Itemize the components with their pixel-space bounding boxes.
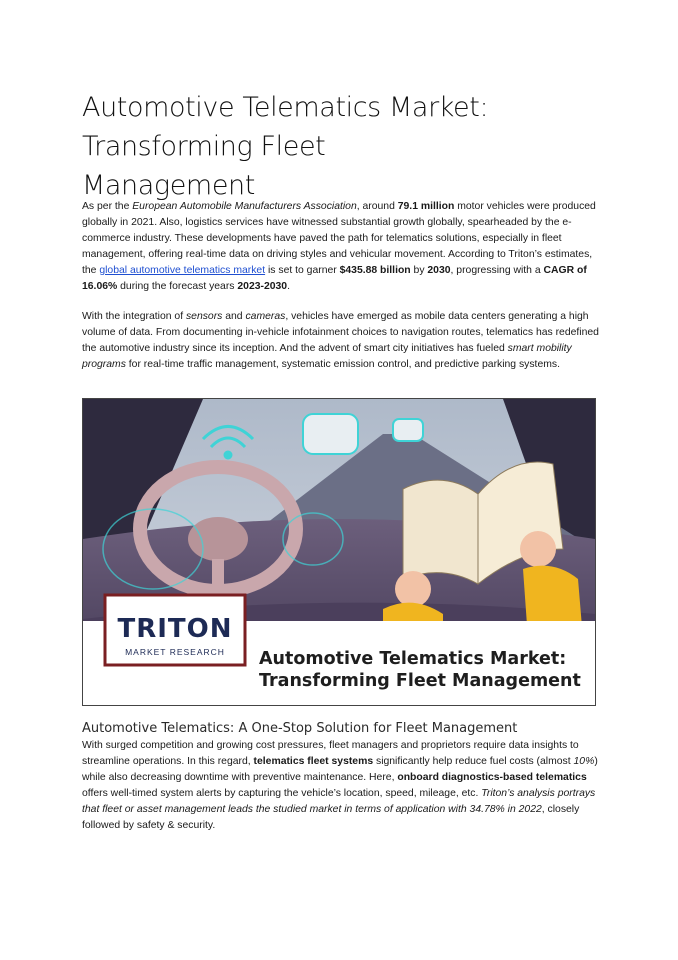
italic-text: sensors [185, 311, 223, 322]
banner-title-line-1: Automotive Telematics Market: [259, 649, 567, 669]
section-paragraph [82, 738, 602, 833]
bold-text: CAGR of 16.06% [82, 264, 587, 292]
left-hand [395, 571, 431, 607]
bold-text: onboard diagnostics-based telematics [397, 771, 587, 783]
italic-text: smart mobility programs [82, 342, 572, 370]
text: , vehicles have emerged as mobile data centers generating a high volume of data. From documenting in-vehicle infotainment choices to navigation routes, telematics has redefined the automotive industry since its inception. And the advent of smart city initiatives has fueled [82, 311, 599, 354]
text: and [222, 311, 246, 322]
text: is set to garner [265, 264, 340, 276]
text: , closely followed by safety & security. [82, 803, 580, 831]
bold-text: $435.88 billion [339, 264, 411, 276]
page-title [82, 88, 522, 205]
market-report-link[interactable]: global automotive telematics market [99, 264, 266, 276]
text: significantly help reduce fuel costs (almost [373, 755, 574, 767]
bold-text: 2030 [427, 264, 451, 276]
italic-text: cameras [245, 311, 286, 322]
svg-text:MARKET RESEARCH: MARKET RESEARCH [125, 647, 225, 657]
bold-text: telematics fleet systems [253, 755, 374, 767]
italic-text: 10% [573, 755, 595, 767]
text: As per the [82, 201, 133, 212]
svg-text:TRITON: TRITON [117, 614, 233, 644]
text: offers well-timed system alerts by capturing the vehicle’s location, speed, mileage, etc. [82, 787, 482, 799]
text: With surged competition and growing cost pressures, fleet managers and proprietors require data insights to streamline operations. In this regard, [82, 740, 579, 767]
text: for real-time traffic management, systematic emission control, and predictive parking systems. [125, 358, 560, 370]
title-line-3: Management [82, 170, 255, 201]
text: . [287, 280, 290, 292]
text: , progressing with a [450, 264, 544, 276]
text: ) while also decreasing downtime with preventive maintenance. Here, [82, 755, 598, 783]
text: With the integration of [82, 311, 186, 322]
text: during the forecast years [117, 280, 238, 292]
text: motor vehicles were produced globally in 2021. Also, logistics services have witnessed substantial growth globally, spearheaded by the e-commerce industry. These developments have paved the path for telematics solutions, especially in fleet management, offering real-time data on driving styles and vehicular movement. According to Triton’s estimates, the [82, 201, 596, 276]
title-line-1: Automotive Telematics Market: [82, 92, 489, 123]
title-line-2: Transforming Fleet [82, 131, 326, 162]
banner-title-line-2: Transforming Fleet Management [259, 671, 581, 691]
intro-paragraph [82, 199, 602, 294]
second-paragraph [82, 309, 602, 373]
italic-text: European Automobile Manufacturers Association [132, 201, 357, 212]
text: , around [356, 201, 398, 212]
text: by [410, 264, 428, 276]
car-far-icon [393, 419, 423, 441]
bold-text: 2023-2030 [237, 280, 288, 292]
car-ahead-icon [303, 414, 358, 454]
right-hand [520, 531, 556, 567]
triton-logo [105, 595, 245, 665]
italic-text: Triton’s analysis portrays that fleet or asset management leads the studied market in terms of application with 34.78% in 2022 [82, 787, 596, 815]
hero-image [82, 398, 596, 706]
car-interior-illustration [83, 399, 595, 705]
bold-text: 79.1 million [397, 201, 455, 212]
section-heading: Automotive Telematics: A One-Stop Solution for Fleet Management [82, 721, 518, 736]
